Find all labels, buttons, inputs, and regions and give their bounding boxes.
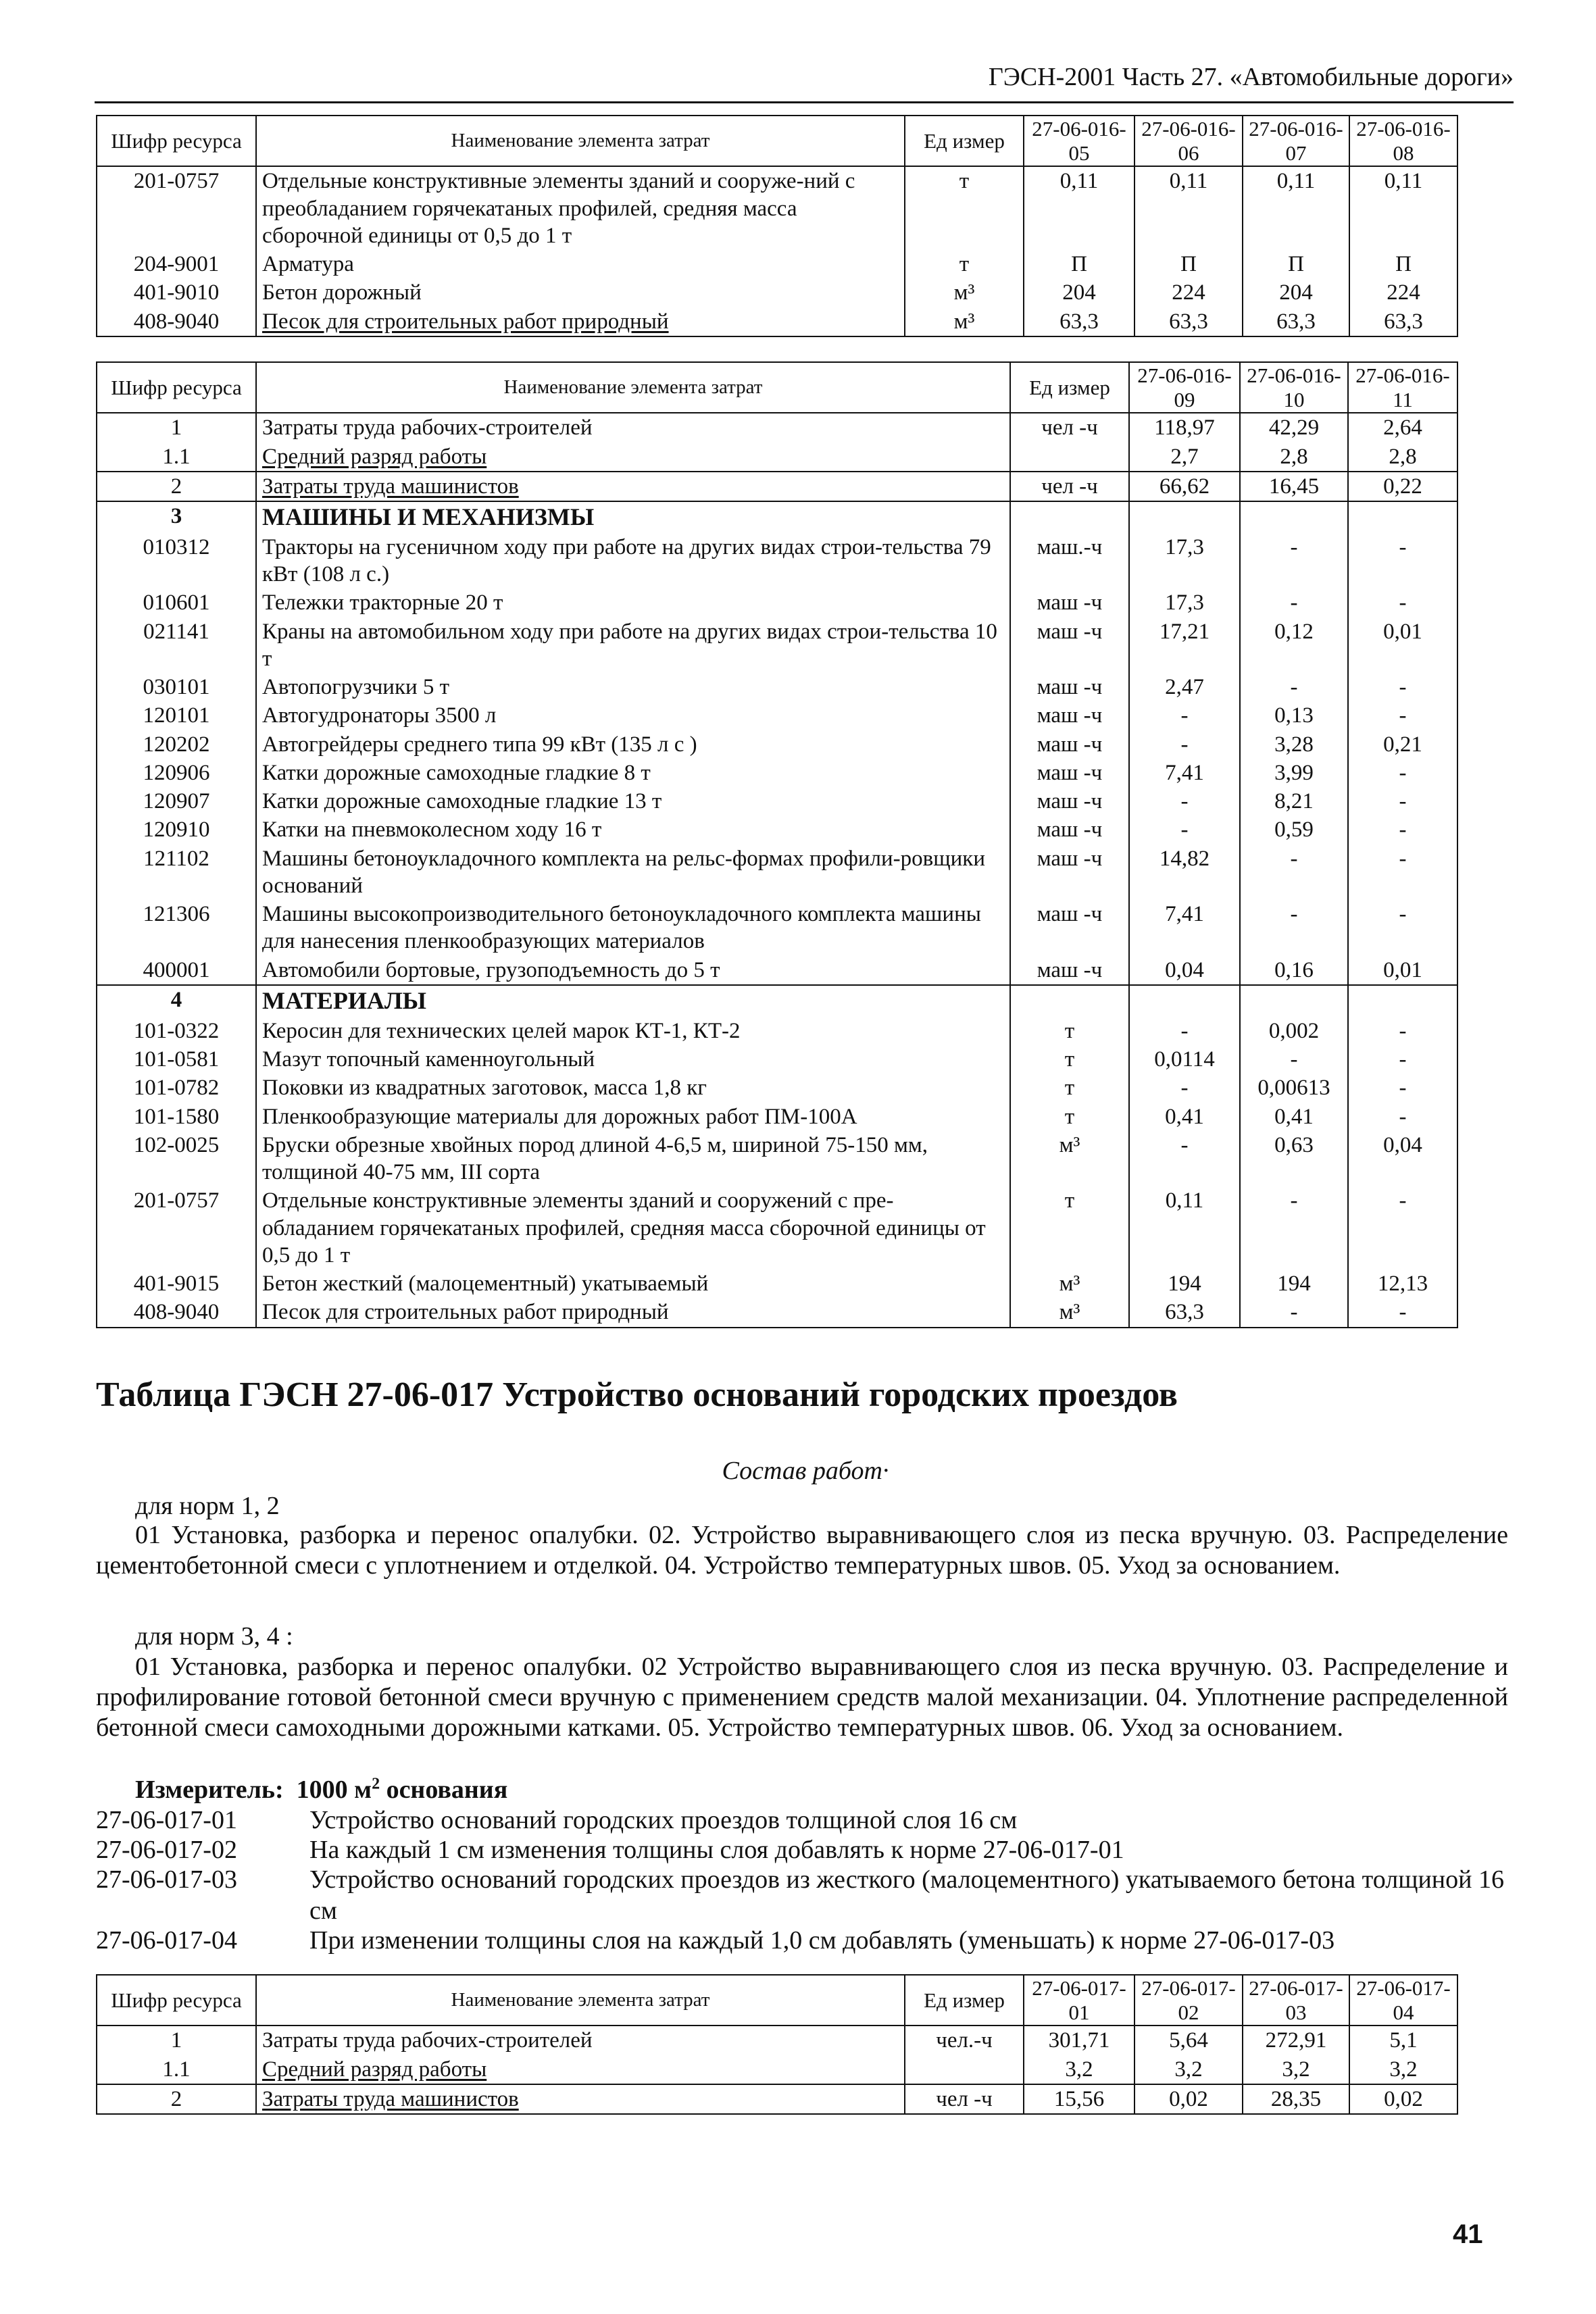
resource-value: 0,04 (1348, 1131, 1457, 1187)
resource-value: - (1348, 815, 1457, 844)
resource-name: Катки на пневмоколесном ходу 16 т (256, 815, 1010, 844)
resource-unit: т (1010, 1074, 1129, 1102)
resource-code: 030101 (143, 675, 210, 700)
resource-unit: м³ (1010, 1131, 1129, 1187)
resource-value: П (1349, 250, 1457, 278)
running-header: ГЭСН-2001 Часть 27. «Автомобильные дороги» (988, 63, 1514, 91)
resource-value: - (1240, 588, 1348, 617)
resource-name: МАШИНЫ И МЕХАНИЗМЫ (256, 501, 1010, 533)
resource-value: 0,0114 (1129, 1045, 1240, 1074)
resource-name: Песок для строительных работ природный (256, 307, 905, 336)
resource-value: 0,63 (1240, 1131, 1348, 1187)
table-row (97, 985, 1457, 1017)
table-row (97, 2055, 1457, 2084)
norms-1-2-label: для норм 1, 2 (135, 1492, 280, 1520)
resource-unit: маш -ч (1010, 701, 1129, 730)
resource-name: Средний разряд работы (256, 2055, 905, 2084)
resource-code: 021141 (143, 619, 209, 644)
table-row (97, 956, 1457, 985)
resource-unit: чел -ч (1010, 472, 1129, 501)
table-row (97, 2026, 1457, 2055)
table-row (97, 588, 1457, 617)
table-row (97, 2084, 1457, 2114)
header-col: 27-06-017-03 (1243, 1975, 1349, 2026)
resource-code: 2 (97, 2084, 256, 2114)
table-row (97, 166, 1457, 250)
resource-value: 0,11 (1349, 166, 1457, 250)
resource-code: 3 (97, 501, 256, 533)
resource-value: 7,41 (1129, 759, 1240, 787)
resource-value (1348, 501, 1457, 533)
resource-table-016-09-11 (96, 361, 1458, 1328)
measure-label: Измеритель: (135, 1776, 284, 1804)
resource-code: 401-9010 (133, 280, 220, 305)
resource-code: 120907 (143, 789, 210, 814)
resource-value (1240, 985, 1348, 1017)
header-code: Шифр ресурса (97, 362, 256, 413)
table-row (97, 472, 1457, 501)
resource-unit (1010, 501, 1129, 533)
resource-name: Затраты труда рабочих-строителей (256, 2026, 905, 2055)
table-row (97, 1298, 1457, 1327)
resource-value: 0,01 (1348, 618, 1457, 674)
resource-value: 17,3 (1129, 533, 1240, 589)
norm-code: 27-06-017-01 (96, 1806, 237, 1834)
resource-code: 1.1 (162, 2057, 191, 2082)
resource-unit: маш -ч (1010, 618, 1129, 674)
page-number: 41 (1453, 2219, 1483, 2249)
norm-code: 27-06-017-04 (96, 1926, 237, 1955)
resource-name: Краны на автомобильном ходу при работе на других видах строи-тельства 10 т (256, 618, 1010, 674)
header-col: 27-06-016-11 (1348, 362, 1457, 413)
resource-code: 1 (170, 416, 182, 441)
resource-value: 0,00613 (1240, 1074, 1348, 1102)
resource-name: Машины высокопроизводительного бетоноукладочного комплекта машины для нанесения пленкообразующих материалов (256, 900, 1010, 956)
resource-unit: маш -ч (1010, 900, 1129, 956)
header-unit: Ед измер (1010, 362, 1129, 413)
resource-value: 224 (1134, 278, 1243, 307)
resource-value: 194 (1129, 1269, 1240, 1298)
resource-code: 010601 (143, 590, 210, 615)
resource-value: - (1240, 1186, 1348, 1269)
resource-code: 101-0782 (133, 1076, 220, 1101)
header-col: 27-06-016-09 (1129, 362, 1240, 413)
resource-value: - (1240, 1045, 1348, 1074)
resource-code: 120910 (143, 818, 210, 842)
resource-unit: чел -ч (1010, 413, 1129, 442)
resource-value: П (1134, 250, 1243, 278)
resource-unit (905, 2055, 1024, 2084)
resource-name: МАТЕРИАЛЫ (256, 985, 1010, 1017)
resource-code: 401-9015 (133, 1272, 220, 1297)
resource-code: 2 (97, 472, 256, 501)
resource-value: 14,82 (1129, 845, 1240, 901)
resource-value: 16,45 (1240, 472, 1348, 501)
resource-value: 2,7 (1129, 443, 1240, 472)
resource-code: 010312 (143, 534, 210, 559)
table-row (97, 759, 1457, 787)
resource-name: Автопогрузчики 5 т (256, 673, 1010, 701)
resource-unit: маш -ч (1010, 815, 1129, 844)
resource-value: - (1348, 673, 1457, 701)
resource-value: 0,12 (1240, 618, 1348, 674)
resource-name: Средний разряд работы (256, 443, 1010, 472)
table-row (97, 1045, 1457, 1074)
resource-value: 0,59 (1240, 815, 1348, 844)
resource-value: - (1348, 1045, 1457, 1074)
resource-name: Арматура (256, 250, 905, 278)
resource-unit: м³ (1010, 1269, 1129, 1298)
resource-code: 121102 (143, 846, 209, 871)
resource-code: 201-0757 (133, 169, 220, 194)
resource-name: Затраты труда рабочих-строителей (256, 413, 1010, 442)
resource-value: - (1348, 900, 1457, 956)
table-row (97, 413, 1457, 442)
resource-unit: т (905, 166, 1024, 250)
resource-value: 224 (1349, 278, 1457, 307)
header-name: Наименование элемента затрат (256, 362, 1010, 413)
resource-value: 272,91 (1243, 2026, 1349, 2055)
resource-value: - (1129, 1017, 1240, 1045)
table-row (97, 618, 1457, 674)
resource-name: Пленкообразующие материалы для дорожных работ ПМ-100А (256, 1103, 1010, 1131)
resource-value: 3,2 (1349, 2055, 1457, 2084)
resource-table-017 (96, 1974, 1458, 2115)
table-title: Таблица ГЭСН 27-06-017 Устройство оснований городских проездов (96, 1376, 1178, 1414)
table-row (97, 1269, 1457, 1298)
resource-value: 0,11 (1134, 166, 1243, 250)
resource-value: 0,02 (1349, 2084, 1457, 2114)
resource-name: Автомобили бортовые, грузоподъемность до 5 т (256, 956, 1010, 985)
resource-code: 101-1580 (133, 1104, 220, 1129)
resource-unit: маш.-ч (1010, 533, 1129, 589)
header-name: Наименование элемента затрат (256, 116, 905, 166)
resource-value: 2,47 (1129, 673, 1240, 701)
resource-value: 63,3 (1243, 307, 1349, 336)
resource-value: 5,1 (1349, 2026, 1457, 2055)
header-unit: Ед измер (905, 116, 1024, 166)
header-code: Шифр ресурса (97, 1975, 256, 2026)
resource-value: 0,11 (1243, 166, 1349, 250)
table-row (97, 787, 1457, 815)
resource-value: - (1348, 1074, 1457, 1102)
norm-text: На каждый 1 см изменения толщины слоя добавлять к норме 27-06-017-01 (309, 1836, 1124, 1864)
header-code: Шифр ресурса (97, 116, 256, 166)
measure-line (135, 1775, 507, 1805)
header-col: 27-06-017-02 (1134, 1975, 1243, 2026)
resource-name: Катки дорожные самоходные гладкие 13 т (256, 787, 1010, 815)
resource-value: - (1240, 845, 1348, 901)
resource-value: - (1348, 701, 1457, 730)
resource-code: 120202 (143, 732, 210, 757)
resource-value: - (1348, 533, 1457, 589)
resource-name: Песок для строительных работ природный (256, 1298, 1010, 1327)
resource-value: 5,64 (1134, 2026, 1243, 2055)
resource-value (1129, 985, 1240, 1017)
resource-unit: маш -ч (1010, 956, 1129, 985)
resource-value: 3,2 (1024, 2055, 1134, 2084)
resource-code: 121306 (143, 902, 210, 927)
resource-value: 0,41 (1129, 1103, 1240, 1131)
resource-unit: маш -ч (1010, 673, 1129, 701)
resource-value: - (1129, 1074, 1240, 1102)
resource-value: 3,2 (1134, 2055, 1243, 2084)
norms-3-4-label: для норм 3, 4 : (135, 1622, 293, 1651)
measure-exponent: 2 (372, 1775, 380, 1793)
table-row (97, 250, 1457, 278)
table-row (97, 1017, 1457, 1045)
resource-name: Тракторы на гусеничном ходу при работе на других видах строи-тельства 79 кВт (108 л с.) (256, 533, 1010, 589)
resource-value (1240, 501, 1348, 533)
resource-value: 204 (1243, 278, 1349, 307)
resource-value: 2,64 (1348, 413, 1457, 442)
resource-value: - (1348, 787, 1457, 815)
resource-value: - (1240, 1298, 1348, 1327)
resource-unit: чел -ч (905, 2084, 1024, 2114)
table-row (97, 815, 1457, 844)
resource-value: 0,21 (1348, 730, 1457, 759)
resource-value: 63,3 (1024, 307, 1134, 336)
resource-unit: т (1010, 1017, 1129, 1045)
resource-value: 42,29 (1240, 413, 1348, 442)
resource-code: 101-0581 (133, 1047, 220, 1072)
resource-value: - (1129, 787, 1240, 815)
resource-value: 66,62 (1129, 472, 1240, 501)
resource-value: - (1348, 759, 1457, 787)
resource-value: - (1348, 1103, 1457, 1131)
resource-unit: т (1010, 1103, 1129, 1131)
table-header-row (97, 362, 1457, 413)
table-row (97, 278, 1457, 307)
resource-name: Тележки тракторные 20 т (256, 588, 1010, 617)
resource-unit (1010, 985, 1129, 1017)
norms-3-4-text: 01 Установка, разборка и перенос опалубки. 02 Устройство выравнивающего слоя из песка вручную. 03. Распределение и профилирование готовой бетонной смеси вручную с применением средств малой механизации. 04. Уплотнение распределенной бетонной смеси самоходными дорожными катками. 05. Устройство температурных швов. 06. Уход за основанием. (96, 1653, 1508, 1742)
work-composition-title: Состав работ· (722, 1457, 889, 1485)
resource-value: 0,002 (1240, 1017, 1348, 1045)
table-row (97, 533, 1457, 589)
resource-unit: маш -ч (1010, 588, 1129, 617)
resource-code: 204-9001 (133, 252, 220, 277)
norm-text: Устройство оснований городских проездов из жесткого (малоцементного) укатываемого бетона толщиной 16 см (309, 1865, 1504, 1925)
resource-value: 0,41 (1240, 1103, 1348, 1131)
resource-value: 0,11 (1129, 1186, 1240, 1269)
resource-unit: маш -ч (1010, 787, 1129, 815)
resource-name: Отдельные конструктивные элементы зданий и сооруже-ний с преобладанием горячекатаных профилей, средняя масса сборочной единицы от 0,5 до 1 т (256, 166, 905, 250)
resource-value: 0,11 (1024, 166, 1134, 250)
resource-value: - (1240, 673, 1348, 701)
resource-value: 0,01 (1348, 956, 1457, 985)
resource-value: П (1024, 250, 1134, 278)
resource-name: Бетон жесткий (малоцементный) укатываемый (256, 1269, 1010, 1298)
resource-value: 12,13 (1348, 1269, 1457, 1298)
resource-name: Мазут топочный каменноугольный (256, 1045, 1010, 1074)
measure-suffix: основания (386, 1776, 508, 1804)
resource-code: 1.1 (162, 444, 191, 469)
resource-value: 0,02 (1134, 2084, 1243, 2114)
norm-text: Устройство оснований городских проездов толщиной слоя 16 см (309, 1806, 1018, 1834)
resource-name: Катки дорожные самоходные гладкие 8 т (256, 759, 1010, 787)
resource-unit: чел.-ч (905, 2026, 1024, 2055)
resource-name: Бруски обрезные хвойных пород длиной 4-6,5 м, шириной 75-150 мм, толщиной 40-75 мм, III сорта (256, 1131, 1010, 1187)
resource-code: 408-9040 (133, 309, 220, 334)
norm-text: При изменении толщины слоя на каждый 1,0 см добавлять (уменьшать) к норме 27-06-017-03 (309, 1926, 1335, 1955)
norms-1-2-text: 01 Установка, разборка и перенос опалубки. 02. Устройство выравнивающего слоя из песка вручную. 03. Распределение цементобетонной смеси с уплотнением и отделкой. 04. Устройство температурных швов. 05. Уход за основанием. (96, 1521, 1508, 1580)
table-row (97, 673, 1457, 701)
resource-value: 2,8 (1348, 443, 1457, 472)
resource-code: 102-0025 (133, 1132, 220, 1157)
resource-value: 3,2 (1243, 2055, 1349, 2084)
resource-value (1348, 985, 1457, 1017)
norm-code: 27-06-017-03 (96, 1865, 237, 1894)
resource-value: 118,97 (1129, 413, 1240, 442)
resource-unit: т (905, 250, 1024, 278)
resource-value: - (1129, 815, 1240, 844)
header-col: 27-06-016-06 (1134, 116, 1243, 166)
resource-code: 400001 (143, 957, 210, 982)
resource-value: 0,04 (1129, 956, 1240, 985)
resource-value: - (1240, 533, 1348, 589)
resource-unit: т (1010, 1186, 1129, 1269)
resource-value: 301,71 (1024, 2026, 1134, 2055)
resource-value: 0,13 (1240, 701, 1348, 730)
header-name: Наименование элемента затрат (256, 1975, 905, 2026)
resource-name: Бетон дорожный (256, 278, 905, 307)
resource-value: - (1348, 845, 1457, 901)
resource-value: 3,99 (1240, 759, 1348, 787)
measure-value: 1000 м (296, 1776, 372, 1804)
table-header-row (97, 116, 1457, 166)
resource-name: Автогрейдеры среднего типа 99 кВт (135 л с ) (256, 730, 1010, 759)
resource-unit: м³ (1010, 1298, 1129, 1327)
resource-name: Автогудронаторы 3500 л (256, 701, 1010, 730)
resource-value: 0,16 (1240, 956, 1348, 985)
resource-name: Керосин для технических целей марок КТ-1, КТ-2 (256, 1017, 1010, 1045)
header-col: 27-06-016-05 (1024, 116, 1134, 166)
resource-value: - (1348, 588, 1457, 617)
resource-unit: м³ (905, 278, 1024, 307)
resource-code: 201-0757 (133, 1188, 220, 1213)
header-col: 27-06-016-08 (1349, 116, 1457, 166)
resource-value: - (1348, 1017, 1457, 1045)
resource-name: Затраты труда машинистов (256, 472, 1010, 501)
resource-code: 120906 (143, 760, 210, 785)
resource-value: - (1348, 1298, 1457, 1327)
resource-value: 7,41 (1129, 900, 1240, 956)
resource-code: 408-9040 (133, 1300, 220, 1325)
resource-value (1129, 501, 1240, 533)
table-row (97, 730, 1457, 759)
table-row (97, 1074, 1457, 1102)
resource-value: П (1243, 250, 1349, 278)
resource-name: Поковки из квадратных заготовок, масса 1,8 кг (256, 1074, 1010, 1102)
resource-value: 63,3 (1129, 1298, 1240, 1327)
table-row (97, 1131, 1457, 1187)
resource-unit: т (1010, 1045, 1129, 1074)
resource-value: - (1348, 1186, 1457, 1269)
header-col: 27-06-016-10 (1240, 362, 1348, 413)
resource-value: - (1129, 730, 1240, 759)
resource-value: 28,35 (1243, 2084, 1349, 2114)
resource-table-016-05-08 (96, 115, 1458, 337)
resource-code: 120101 (143, 703, 210, 728)
resource-value: 194 (1240, 1269, 1348, 1298)
resource-name: Машины бетоноукладочного комплекта на рельс-формах профили-ровщики оснований (256, 845, 1010, 901)
resource-value: 3,28 (1240, 730, 1348, 759)
resource-value: 15,56 (1024, 2084, 1134, 2114)
header-unit: Ед измер (905, 1975, 1024, 2026)
resource-value: - (1129, 1131, 1240, 1187)
table-row (97, 701, 1457, 730)
header-col: 27-06-017-04 (1349, 1975, 1457, 2026)
table-header-row (97, 1975, 1457, 2026)
resource-value: 0,22 (1348, 472, 1457, 501)
norm-code: 27-06-017-02 (96, 1836, 237, 1864)
resource-unit: маш -ч (1010, 759, 1129, 787)
resource-unit (1010, 443, 1129, 472)
table-row (97, 501, 1457, 533)
resource-value: 63,3 (1134, 307, 1243, 336)
resource-unit: маш -ч (1010, 730, 1129, 759)
header-col: 27-06-016-07 (1243, 116, 1349, 166)
resource-unit: м³ (905, 307, 1024, 336)
resource-value: - (1240, 900, 1348, 956)
resource-value: 17,3 (1129, 588, 1240, 617)
resource-value: 204 (1024, 278, 1134, 307)
resource-name: Отдельные конструктивные элементы зданий и сооружений с пре-обладанием горячекатаных профилей, средняя масса сборочной единицы от 0,5 до 1 т (256, 1186, 1010, 1269)
table-row (97, 443, 1457, 472)
header-col: 27-06-017-01 (1024, 1975, 1134, 2026)
resource-name: Затраты труда машинистов (256, 2084, 905, 2114)
resource-code: 4 (97, 985, 256, 1017)
table-row (97, 307, 1457, 336)
resource-value: - (1129, 701, 1240, 730)
header-rule (95, 101, 1514, 103)
resource-value: 17,21 (1129, 618, 1240, 674)
resource-value: 63,3 (1349, 307, 1457, 336)
table-row (97, 845, 1457, 901)
resource-code: 1 (170, 2028, 182, 2053)
resource-value: 2,8 (1240, 443, 1348, 472)
resource-value: 8,21 (1240, 787, 1348, 815)
table-row (97, 1103, 1457, 1131)
resource-unit: маш -ч (1010, 845, 1129, 901)
resource-code: 101-0322 (133, 1018, 220, 1043)
table-row (97, 1186, 1457, 1269)
table-row (97, 900, 1457, 956)
